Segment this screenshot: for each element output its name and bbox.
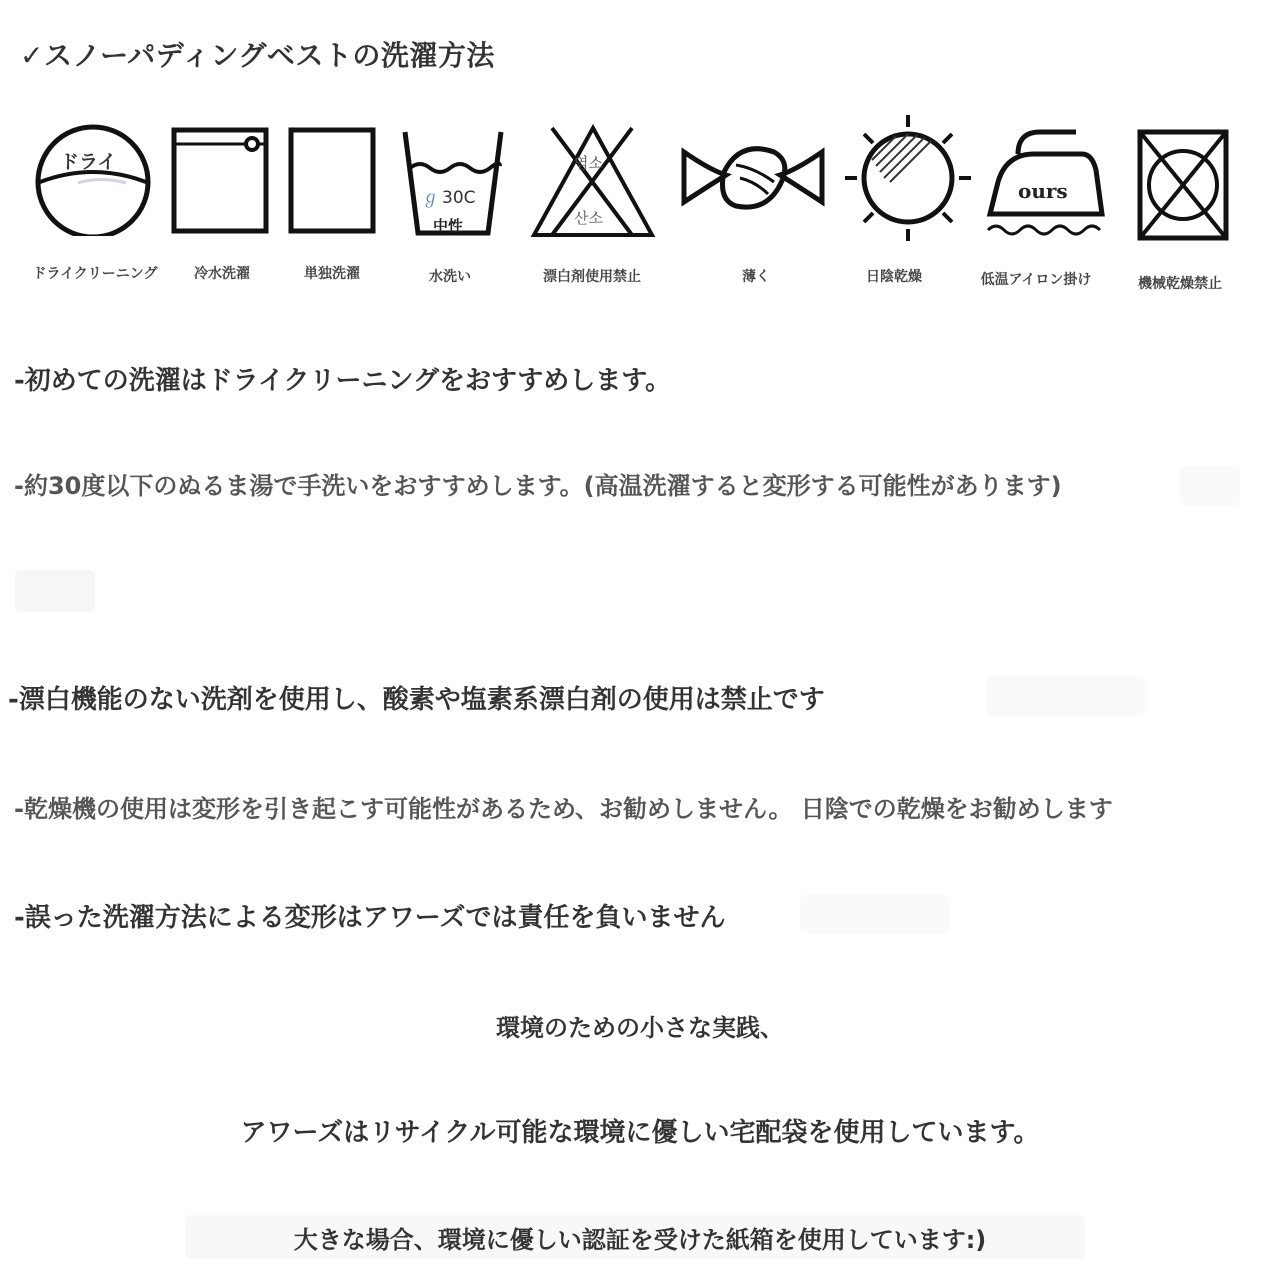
no-bleach-icon	[528, 110, 658, 240]
gentle-wring-icon	[680, 110, 826, 236]
symbol-label-no-bleach: 漂白剤使用禁止	[543, 269, 641, 285]
low-temp-iron-icon	[984, 110, 1108, 238]
single-wash-icon	[286, 110, 378, 236]
eco-bag-message: アワーズはリサイクル可能な環境に優しい宅配袋を使用しています。	[240, 1118, 1040, 1148]
iron-text: ours	[1018, 179, 1068, 203]
note-dryer: -乾燥機の使用は変形を引き起こす可能性があるため、お勧めしません。 日陰での乾燥をお勧めします	[14, 795, 1113, 823]
symbol-label-low-iron: 低温アイロン掛け	[980, 272, 1092, 288]
symbol-label-gentle: 薄く	[742, 269, 770, 285]
cold-wash-icon	[168, 110, 272, 236]
shade-dry-icon	[842, 110, 974, 242]
symbol-label-dry-cleaning: ドライクリーニング	[32, 266, 158, 282]
care-symbols	[0, 110, 1280, 300]
eco-heading: 環境のための小さな実践、	[496, 1014, 784, 1042]
faint-patch	[1180, 466, 1240, 506]
oxygen-text: 산소	[574, 209, 603, 227]
note-first-wash: -初めての洗濯はドライクリーニングをおすすめします。	[14, 366, 672, 396]
note-bleach: -漂白機能のない洗剤を使用し、酸素や塩素系漂白剤の使用は禁止です	[8, 685, 825, 715]
symbol-label-no-tumble: 機械乾燥禁止	[1138, 276, 1222, 292]
faint-patch	[800, 895, 950, 933]
no-tumble-dry-icon	[1136, 110, 1230, 242]
symbol-label-water-wash: 水洗い	[429, 269, 471, 285]
symbol-label-single-wash: 単独洗濯	[304, 266, 360, 282]
chlorine-text: 염소	[574, 154, 603, 172]
detergent-text: 中性	[433, 217, 464, 235]
dry-cleaning-icon	[30, 110, 156, 236]
water-wash-icon	[400, 110, 506, 236]
symbol-label-cold-wash: 冷水洗濯	[194, 266, 250, 282]
faint-patch	[985, 676, 1145, 716]
faint-patch	[15, 570, 95, 612]
note-responsibility: -誤った洗濯方法による変形はアワーズでは責任を負いません	[14, 903, 726, 933]
symbol-label-shade-dry: 日陰乾燥	[866, 269, 922, 285]
dry-text: ドライ	[60, 151, 117, 173]
page-title: ✓スノーパディングベストの洗濯方法	[20, 39, 495, 72]
svg-text:ℊ: ℊ	[422, 188, 439, 208]
temperature-text: 30C	[442, 188, 476, 208]
note-hand-wash: -約30度以下のぬるま湯で手洗いをおすすめします。(高温洗濯すると変形する可能性があります)	[14, 472, 1062, 500]
eco-box-message: 大きな場合、環境に優しい認証を受けた紙箱を使用しています:)	[293, 1226, 987, 1254]
